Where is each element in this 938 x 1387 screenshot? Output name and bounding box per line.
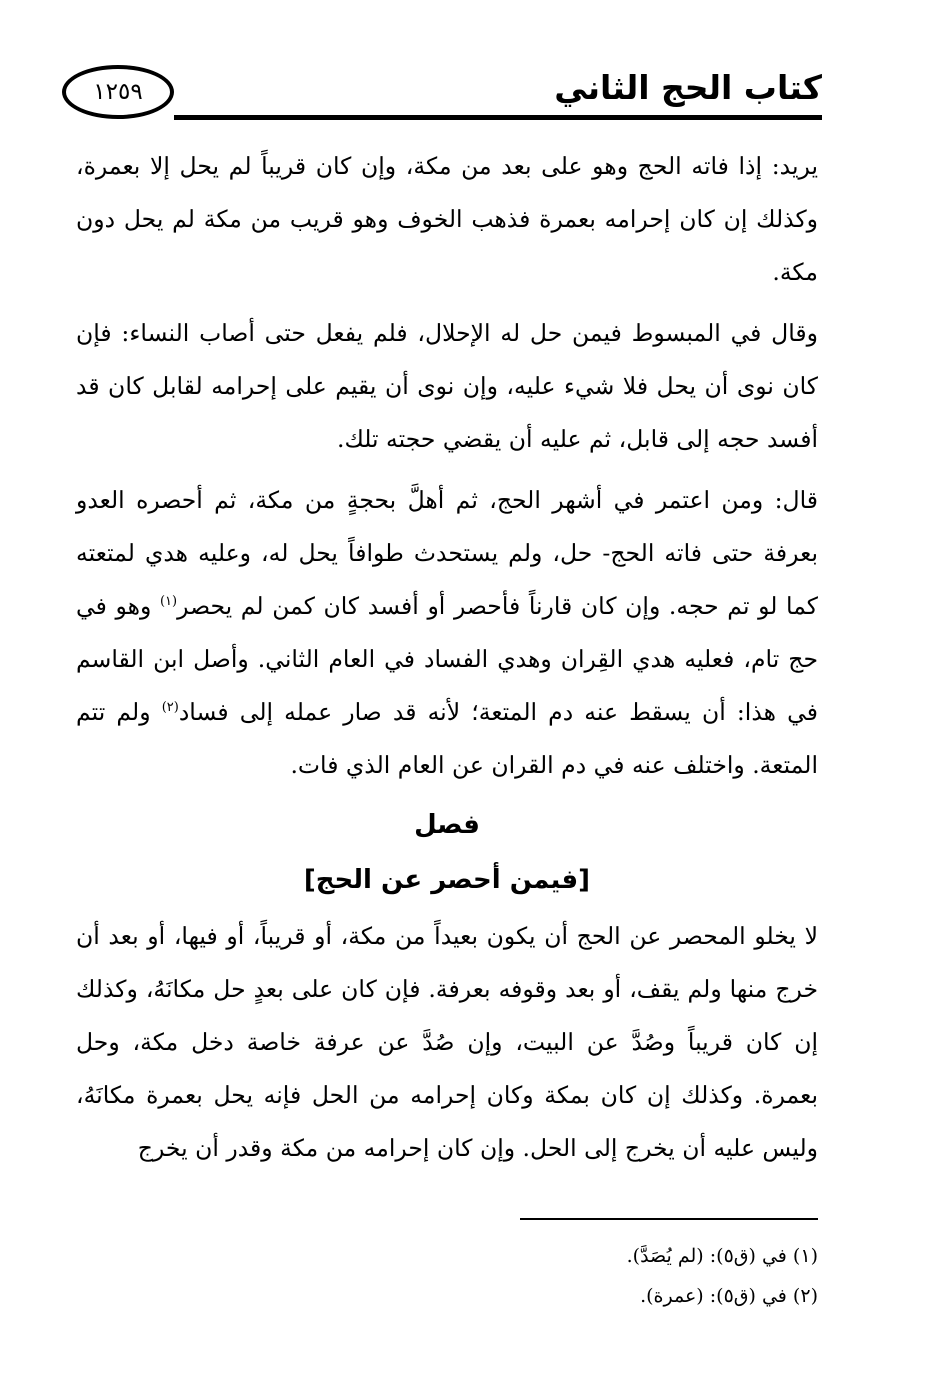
paragraph-3-part-c: ولم تتم المتعة. واختلف عنه في دم القران عن العام الذي فات. [76,698,818,779]
footnotes [118,1236,818,1316]
paragraph-4: لا يخلو المحصر عن الحج أن يكون بعيداً من مكة، أو قريباً، أو فيها، أو بعد أن خرج منها ولم يقف، أو بعد وقوفه بعرفة. فإن كان على بعدٍ حل مكانَهُ، وكذلك إن كان قريباً وصُدَّ عن البيت، وإن صُدَّ عن عرفة خاصة دخل مكة، وحل بعمرة. وكذلك إن كان بمكة وكان إحرامه من الحل فإنه يحل بعمرة مكانَهُ، وليس عليه أن يخرج إلى الحل. وإن كان إحرامه من مكة وقدر أن يخرج [76,922,818,1162]
footnote-1: (١) في (ق٥): (لم يُصَدَّ). [626,1245,818,1267]
page-header [62,62,822,122]
footnote-separator [520,1218,818,1220]
paragraph-3 [76,474,818,792]
section-subheading: [فيمن أحصر عن الحج] [303,865,591,895]
book-title: كتاب الحج الثاني [554,68,822,107]
footnote-marker-2: (٢) [161,700,179,716]
paragraph-2: وقال في المبسوط فيمن حل له الإحلال، فلم يفعل حتى أصاب النساء: فإن كان نوى أن يحل فلا شيء عليه، وإن نوى أن يقيم على إحرامه لقابل كان قد أفسد حجه إلى قابل، ثم عليه أن يقضي حجته تلك. [76,319,818,453]
footnote-2: (٢) في (ق٥): (عمرة). [640,1285,818,1307]
header-rule [174,115,822,120]
paragraph-3-part-b: وهو في حج تام، فعليه هدي القِران وهدي الفساد في العام الثاني. وأصل ابن القاسم في هذا: أن يسقط عنه دم المتعة؛ لأنه قد صار عمله إلى فساد [76,592,818,726]
paragraph-1: يريد: إذا فاته الحج وهو على بعد من مكة، وإن كان قريباً لم يحل إلا بعمرة، وكذلك إن كان إحرامه بعمرة فذهب الخوف وهو قريب من مكة لم يحل دون مكة. [76,152,818,286]
main-text [76,140,818,1181]
section-heading: فصل [414,810,480,840]
paragraph-3-part-a: قال: ومن اعتمر في أشهر الحج، ثم أهلَّ بحجةٍ من مكة، ثم أحصره العدو بعرفة حتى فاته الحج- حل، ولم يستحدث طوافاً يحل له، وعليه هدي لمتعته كما لو تم حجه. وإن كان قارناً فأحصر أو أفسد كان كمن لم يحصر [76,486,818,620]
page-number-oval [62,65,174,119]
footnote-marker-1: (١) [159,594,178,610]
page-number: ١٢٥٩ [93,79,143,105]
